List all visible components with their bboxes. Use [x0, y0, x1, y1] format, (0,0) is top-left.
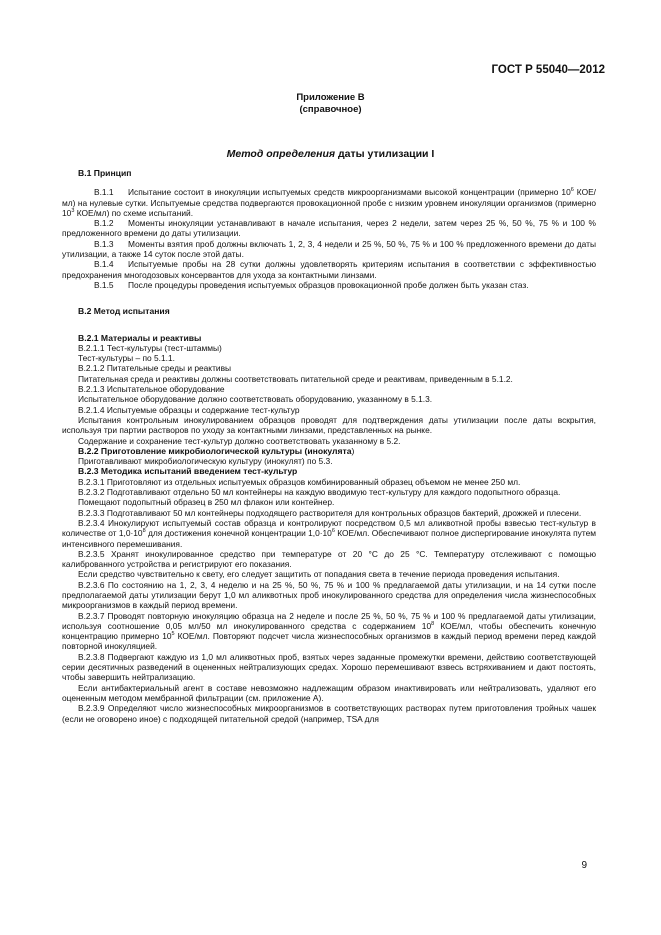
clause-b1-4: В.1.4 Испытуемые пробы на 28 сутки должны удовлетворять критериям испытания в соответствии с эффективностью предохранения многодозовых консервантов для ухода за контактными линзами.	[62, 259, 596, 280]
clause-b1-1: В.1.1 Испытание состоит в инокуляции испытуемых средств микроорганизмами высокой концентрации (примерно $10^6$ КОЕ/мл) на нулевые сутки. Испытуемые средства подвергаются провокационной пробе с низким уровнем инокуляции организмов (примерно $10^3$ КОЕ/мл) по схеме испытаний.	[62, 187, 596, 218]
clause-b2-1-4-text: Испытания контрольным инокулированием образцов проводят для подтверждения даты утилизации после даты вскрытия, используя три партии растворов по уходу за контактными линзами, представленных на рынке.	[62, 414, 596, 436]
clause-b2-1-1-text: Тест-культуры – по 5.1.1.	[78, 353, 175, 364]
appendix-subtitle: (справочное)	[299, 104, 362, 115]
clause-b2-3-5-text: Если средство чувствительно к свету, его следует защитить от попадания света в течение периода проведения испытания.	[78, 569, 560, 580]
subsection-heading-b2-1: В.2.1 Материалы и реактивы	[78, 332, 202, 343]
clause-b2-3-1: В.2.3.1 Приготовляют из отдельных испытуемых образцов комбинированный образец объемом не менее 250 мл.	[78, 476, 521, 487]
clause-b2-1-4: В.2.1.4 Испытуемые образцы и содержание тест-культур	[78, 404, 300, 415]
clause-b1-2: В.1.2 Моменты инокуляции устанавливают в начале испытания, через 2 недели, затем через 25 %, 50 %, 75 % и 100 % предложенного времени до даты утилизации.	[62, 218, 596, 239]
section-heading-b1: В.1 Принцип	[78, 168, 132, 178]
clause-b2-3-9: В.2.3.9 Определяют число жизнеспособных микроорганизмов в соответствующих растворах путем приготовления тройных чашек (если не оговорено иное) с подходящей питательной средой (например, TSA для	[62, 703, 596, 724]
clause-b2-1-3: В.2.1.3 Испытательное оборудование	[78, 384, 225, 395]
page-number: 9	[581, 860, 587, 871]
clause-b2-3-6: В.2.3.6 По состоянию на 1, 2, 3, 4 неделю и на 25 %, 50 %, 75 % и 100 % предлагаемой даты утилизации, и на 14 сутки после предполагаемой даты утилизации берут 1,0 мл аликвотных проб инокулированного средства для определения числа жизнеспособных микроорганизмов в каждый период времени.	[62, 579, 596, 611]
clause-b1-3: В.1.3 Моменты взятия проб должны включать 1, 2, 3, 4 недели и 25 %, 50 %, 75 % и 100 % предложенного времени до даты утилизации, а также 14 суток после этой даты.	[62, 238, 596, 260]
clause-b2-1-2: В.2.1.2 Питательные среды и реактивы	[78, 363, 232, 374]
standard-number: ГОСТ Р 55040—2012	[491, 64, 605, 76]
clause-b2-1-4-text2: Содержание и сохранение тест-культур должно соответствовать указанному в 5.2.	[78, 435, 401, 446]
clause-b2-3-7: В.2.3.7 Проводят повторную инокуляцию образца на 2 неделе и после 25 %, 50 %, 75 % и 100 % предлагаемой даты утилизации, используя соотношение 0,05 мл/50 мл инокулированного средства с содержанием $10^8$ КОЕ/мл, чтобы обеспечить конечную концентрацию примерно $10^5$ КОЕ/мл. Повторяют подсчет числа жизнеспособных организмов в каждый период времени перед каждой повторной инокуляцией.	[62, 610, 597, 652]
clause-b2-1-1: В.2.1.1 Тест-культуры (тест-штаммы)	[78, 342, 222, 353]
section-heading-b2: В.2 Метод испытания	[78, 306, 170, 317]
appendix-title: Приложение В	[296, 92, 365, 103]
document-title-rest: даты утилизации I	[335, 148, 435, 160]
clause-b2-1-2-text: Питательная среда и реактивы должны соответствовать питательной среде и реактивам, приведенным в 5.1.2.	[78, 373, 513, 384]
clause-b2-3-8-text: Если антибактериальный агент в составе невозможно надлежащим образом инактивировать или нейтрализовать, удаляют его оцененным методом мембранной фильтрации (см. приложение А).	[62, 682, 596, 703]
clause-b2-3-5: В.2.3.5 Хранят инокулированное средство при температуре от 20 °С до 25 °С. Температуру отслеживают с помощью калиброванного устройства и регистрируют его показания.	[62, 548, 596, 570]
clause-b2-3-8: В.2.3.8 Подвергают каждую из 1,0 мл аликвотных проб, взятых через заданные промежутки времени, действию соответствующей серии десятичных разведений в оцененных нейтрализующих средах. Хорошо перемешивают взвесь встряхиванием и дают постоять, чтобы завершить нейтрализацию.	[62, 651, 596, 683]
document-title	[0, 148, 661, 160]
appendix-heading	[0, 92, 661, 116]
document-title-italic: Метод определения	[226, 148, 336, 160]
subsection-heading-b2-2: В.2.2 Приготовление микробиологической культуры (инокулята)	[78, 445, 355, 456]
clause-b1-5: В.1.5 После процедуры проведения испытуемых образцов провокационной пробе должен быть указан стаз.	[94, 279, 529, 290]
clause-b2-3-2-text: Помещают подопытный образец в 250 мл флакон или контейнер.	[78, 497, 335, 508]
clause-b2-3-2: В.2.3.2 Подготавливают отдельно 50 мл контейнеры на каждую вводимую тест-культуру для каждого подопытного образца.	[78, 487, 561, 498]
clause-b2-2-text: Приготавливают микробиологическую культуру (инокулят) по 5.3.	[78, 456, 333, 467]
clause-b2-3-4: В.2.3.4 Инокулируют испытуемый состав образца и контролируют посредством 0,5 мл аликвотной пробы взвесью тест-культур в количестве от $1,0\cdot 10^8$ для достижения конечной концентрации $1,0\cdot 10^6$ КОЕ/мл. Обеспечивают полное диспергирование инокулята путем интенсивного перемешивания.	[62, 517, 596, 549]
clause-b2-1-3-text: Испытательное оборудование должно соответствовать оборудованию, указанному в 5.1.3.	[78, 394, 433, 405]
clause-b2-3-3: В.2.3.3 Подготавливают 50 мл контейнеры подходящего растворителя для контрольных образцов бактерий, дрожжей и плесени.	[78, 507, 582, 518]
document-body	[62, 168, 596, 724]
subsection-heading-b2-3: В.2.3 Методика испытаний введением тест-культур	[78, 466, 298, 477]
